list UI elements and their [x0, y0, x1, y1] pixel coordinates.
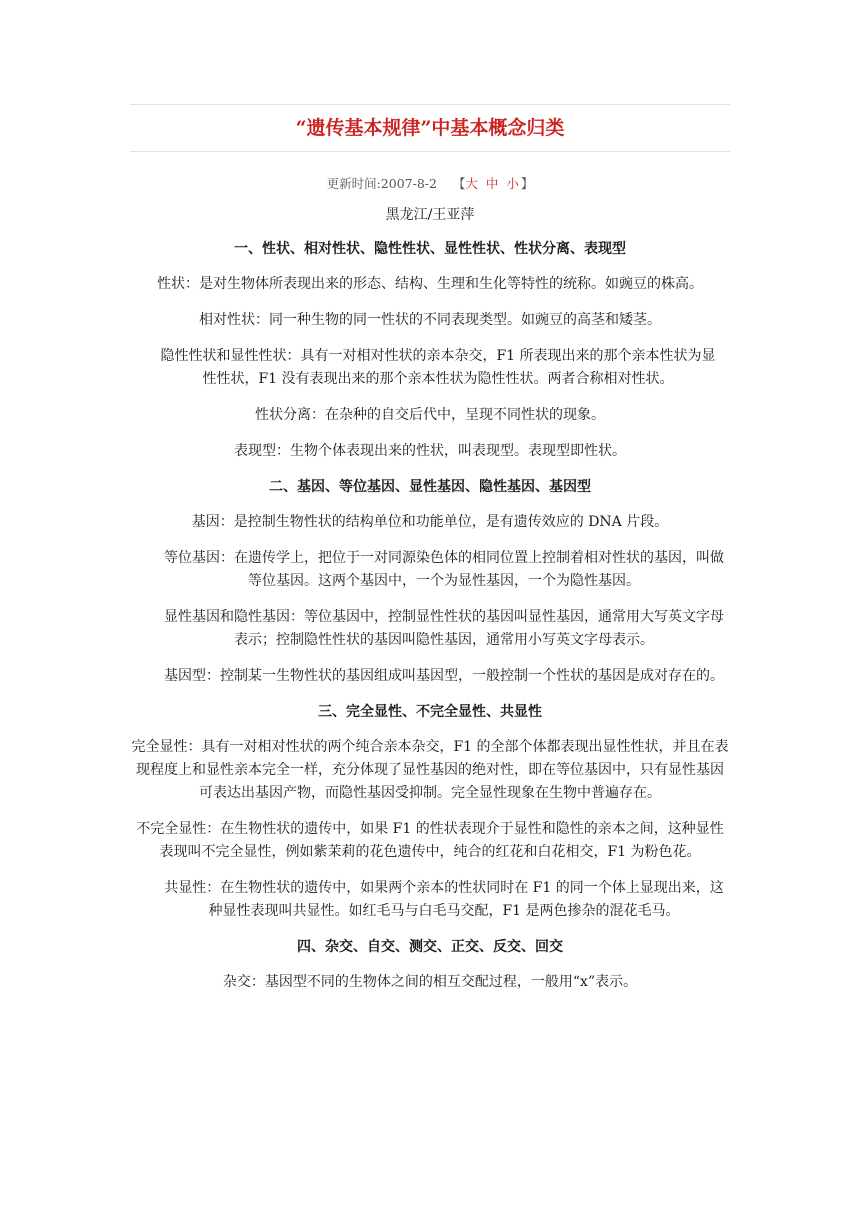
font-size-large-link[interactable]: 大: [465, 176, 480, 191]
article-title: “遗传基本规律”中基本概念归类: [295, 117, 565, 139]
article-body: [130, 204, 730, 1007]
article-meta: [130, 174, 730, 194]
paragraph: 共显性：在生物性状的遗传中，如果两个亲本的性状同时在 F1 的同一个体上显现出来，这种显性表现叫共显性。如红毛马与白毛马交配，F1 是两色掺杂的混花毛马。: [164, 880, 724, 919]
paragraph: 性状：是对生物体所表现出来的形态、结构、生理和生化等特性的统称。如豌豆的株高。: [157, 276, 703, 292]
section-heading-3: 三、完全显性、不完全显性、共显性: [318, 704, 542, 720]
paragraph: 表现型：生物个体表现出来的性状，叫表现型。表现型即性状。: [234, 443, 626, 459]
paragraph: 完全显性：具有一对相对性状的两个纯合亲本杂交，F1 的全部个体都表现出显性性状，并且在表现程度上和显性亲本完全一样，充分体现了显性基因的绝对性，即在等位基因中，只有显性基因可表达出基因产物，而隐性基因受抑制。完全显性现象在生物中普遍存在。: [131, 739, 729, 801]
paragraph: 显性基因和隐性基因：等位基因中，控制显性性状的基因叫显性基因，通常用大写英文字母表示；控制隐性性状的基因叫隐性基因，通常用小写英文字母表示。: [164, 609, 724, 648]
top-divider: [130, 104, 730, 105]
font-size-bracket-open: 【: [452, 176, 466, 191]
section-heading-2: 二、基因、等位基因、显性基因、隐性基因、基因型: [269, 479, 591, 495]
font-size-medium-link[interactable]: 中: [485, 176, 501, 191]
paragraph: 杂交：基因型不同的生物体之间的相互交配过程，一般用“x”表示。: [222, 974, 638, 990]
update-time: 更新时间:2007-8-2: [326, 176, 437, 191]
section-heading-4: 四、杂交、自交、测交、正交、反交、回交: [297, 939, 563, 955]
section-heading-1: 一、性状、相对性状、隐性性状、显性性状、性状分离、表现型: [234, 241, 626, 257]
paragraph: 性状分离：在杂种的自交后代中，呈现不同性状的现象。: [255, 407, 605, 423]
paragraph: 不完全显性：在生物性状的遗传中，如果 F1 的性状表现介于显性和隐性的亲本之间，这种显性表现叫不完全显性，例如紫茉莉的花色遗传中，纯合的红花和白花相交，F1 为粉色花。: [136, 821, 724, 860]
font-size-small-link[interactable]: 小: [506, 176, 521, 191]
paragraph: 等位基因：在遗传学上，把位于一对同源染色体的相同位置上控制着相对性状的基因，叫做等位基因。这两个基因中，一个为显性基因，一个为隐性基因。: [164, 550, 724, 589]
paragraph: 基因：是控制生物性状的结构单位和功能单位，是有遗传效应的 DNA 片段。: [191, 514, 669, 530]
author-line: 黑龙江/王亚萍: [385, 207, 475, 223]
paragraph: 基因型：控制某一生物性状的基因组成叫基因型，一般控制一个性状的基因是成对存在的。: [164, 668, 724, 684]
font-size-bracket-close: 】: [520, 176, 534, 191]
paragraph: 隐性性状和显性性状：具有一对相对性状的亲本杂交，F1 所表现出来的那个亲本性状为显性性状，F1 没有表现出来的那个亲本性状为隐性性状。两者合称相对性状。: [160, 348, 716, 387]
title-divider: [130, 151, 730, 152]
paragraph: 相对性状：同一种生物的同一性状的不同表现类型。如豌豆的高茎和矮茎。: [199, 312, 661, 328]
